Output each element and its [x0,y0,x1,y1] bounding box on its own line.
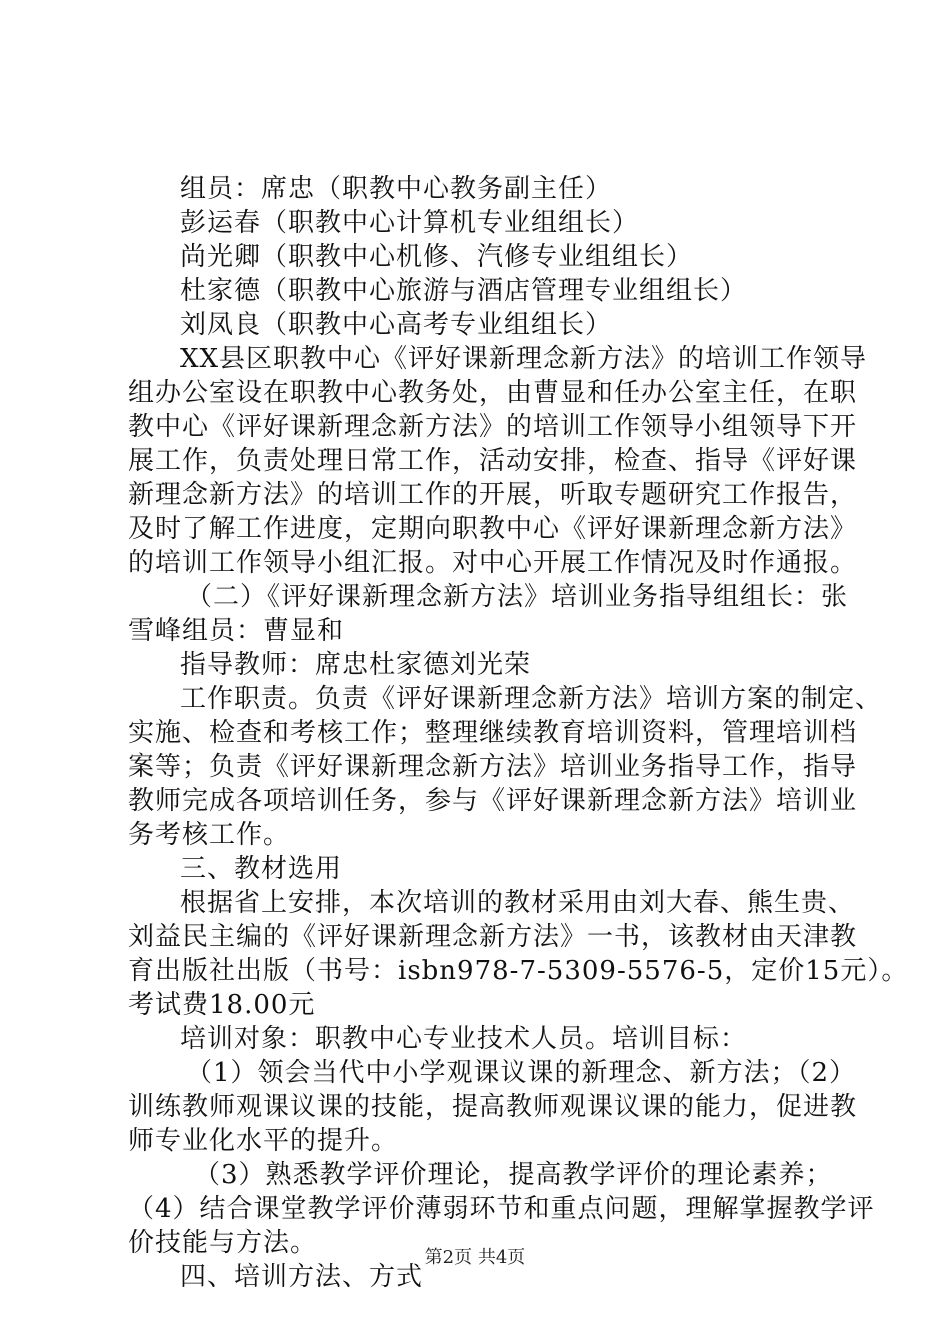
text-line: 师专业化水平的提升。 [128,1126,399,1156]
text-line: 新理念新方法》的培训工作的开展，听取专题研究工作报告， [128,480,858,510]
text-line: 根据省上安排，本次培训的教材采用由刘大春、熊生贵、 [180,888,856,918]
text-line: 组员：席忠（职教中心教务副主任） [180,174,613,204]
text-line: 考试费18.00元 [128,990,316,1020]
document-body [128,172,909,1294]
text-line: 指导教师：席忠杜家德刘光荣 [180,650,532,680]
text-line: 实施、检查和考核工作；整理继续教育培训资料，管理培训档 [128,718,858,748]
text-line: （1）领会当代中小学观课议课的新理念、新方法；（2） [186,1058,857,1088]
text-line: 工作职责。负责《评好课新理念新方法》培训方案的制定、 [180,684,883,714]
text-line: 培训对象：职教中心专业技术人员。培训目标： [180,1024,748,1054]
text-line: 雪峰组员：曹显和 [128,616,345,646]
text-line: （3）熟悉教学评价理论，提高教学评价的理论素养； [194,1160,833,1190]
text-line: 价技能与方法。 [128,1228,318,1258]
text-line: 彭运春（职教中心计算机专业组组长） [180,208,640,238]
text-line: 务考核工作。 [128,820,291,850]
text-line: （二）《评好课新理念新方法》培训业务指导组组长：张 [186,582,849,612]
text-line: 训练教师观课议课的技能，提高教师观课议课的能力，促进教 [128,1092,858,1122]
text-line: 杜家德（职教中心旅游与酒店管理专业组组长） [180,276,748,306]
text-line: XX县区职教中心《评好课新理念新方法》的培训工作领导 [180,344,868,374]
text-line: 教师完成各项培训任务，参与《评好课新理念新方法》培训业 [128,786,858,816]
section-heading: 三、教材选用 [180,854,343,884]
section-heading: 四、培训方法、方式 [180,1262,424,1292]
text-line: 教中心《评好课新理念新方法》的培训工作领导小组领导下开 [128,412,858,442]
text-line: 案等；负责《评好课新理念新方法》培训业务指导工作，指导 [128,752,858,782]
text-line: 展工作，负责处理日常工作，活动安排，检查、指导《评好课 [128,446,858,476]
text-line: 刘益民主编的《评好课新理念新方法》一书，该教材由天津教 [128,922,858,952]
text-line: 及时了解工作进度，定期向职教中心《评好课新理念新方法》 [128,514,858,544]
text-line: 刘凤良（职教中心高考专业组组长） [180,310,613,340]
text-line: 尚光卿（职教中心机修、汽修专业组组长） [180,242,694,272]
text-line: 组办公室设在职教中心教务处，由曹显和任办公室主任，在职 [128,378,858,408]
page-number: 第2页 共4页 [424,1247,526,1268]
text-line: 的培训工作领导小组汇报。对中心开展工作情况及时作通报。 [128,548,858,578]
text-line: （4）结合课堂教学评价薄弱环节和重点问题，理解掌握教学评 [128,1194,875,1224]
text-line: 育出版社出版（书号：isbn978-7-5309-5576-5，定价15元）。 [128,956,909,986]
